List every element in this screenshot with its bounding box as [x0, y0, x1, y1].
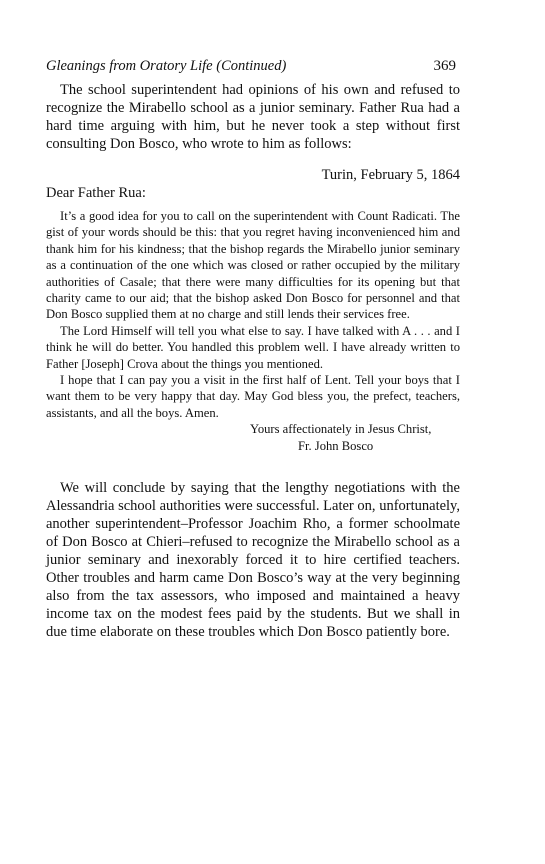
letter: [46, 166, 460, 454]
letter-signature: Fr. John Bosco: [298, 438, 374, 453]
intro-paragraph: The school superintendent had opinions of his own and refused to recognize the Mirabello school as a junior seminary. Father Rua had a hard time arguing with him, but he never took a step without first consulting Don Bosco, who wrote to him as follows:: [46, 82, 460, 152]
book-page: [46, 58, 460, 641]
letter-paragraph: The Lord Himself will tell you what else to say. I have talked with A . . . and I think he will do better. You handled this problem well. I have already written to Father [Joseph] Crova about the things you mentioned.: [46, 323, 460, 371]
letter-dateline: Turin, February 5, 1864: [321, 167, 460, 183]
letter-closing: Yours affectionately in Jesus Christ,: [250, 422, 432, 437]
page-number: 369: [433, 58, 456, 74]
conclusion-paragraph: We will conclude by saying that the lengthy negotiations with the Alessandria school authorities were successful. Later on, unfortunately, another superintendent–Professor Joachim Rho, a former schoolmate of Don Bosco at Chieri–refused to recognize the Mirabello school as a junior seminary and inexorably forced it to hire certified teachers. Other troubles and harm came Don Bosco’s way at the very beginning also from the tax assessors, who imposed and maintained a heavy income tax on the modest fees paid by the students. But we shall in due time elaborate on these troubles which Don Bosco patiently bore.: [46, 480, 460, 641]
running-title: Gleanings from Oratory Life (Continued): [46, 58, 287, 74]
letter-closing-block: [46, 421, 460, 454]
page-header: [46, 58, 460, 78]
letter-paragraph: I hope that I can pay you a visit in the first half of Lent. Tell your boys that I want them to be very happy that day. May God bless you, the prefect, teachers, assistants, and all the boys. Amen.: [46, 373, 460, 420]
letter-paragraph: It’s a good idea for you to call on the superintendent with Count Radicati. The gist of your words should be this: that you regret having inconvenienced him and thank him for his kindness; that the bishop regards the Mirabello junior seminary as a continuation of the one which was closed or rather occupied by the military authorities of Casale; that there were many difficulties for its opening but that charity came to our aid; that the bishop asked Don Bosco for personnel and that Don Bosco supplied them at no charge and still lends their services free.: [46, 209, 460, 322]
letter-salutation: Dear Father Rua:: [46, 185, 146, 201]
